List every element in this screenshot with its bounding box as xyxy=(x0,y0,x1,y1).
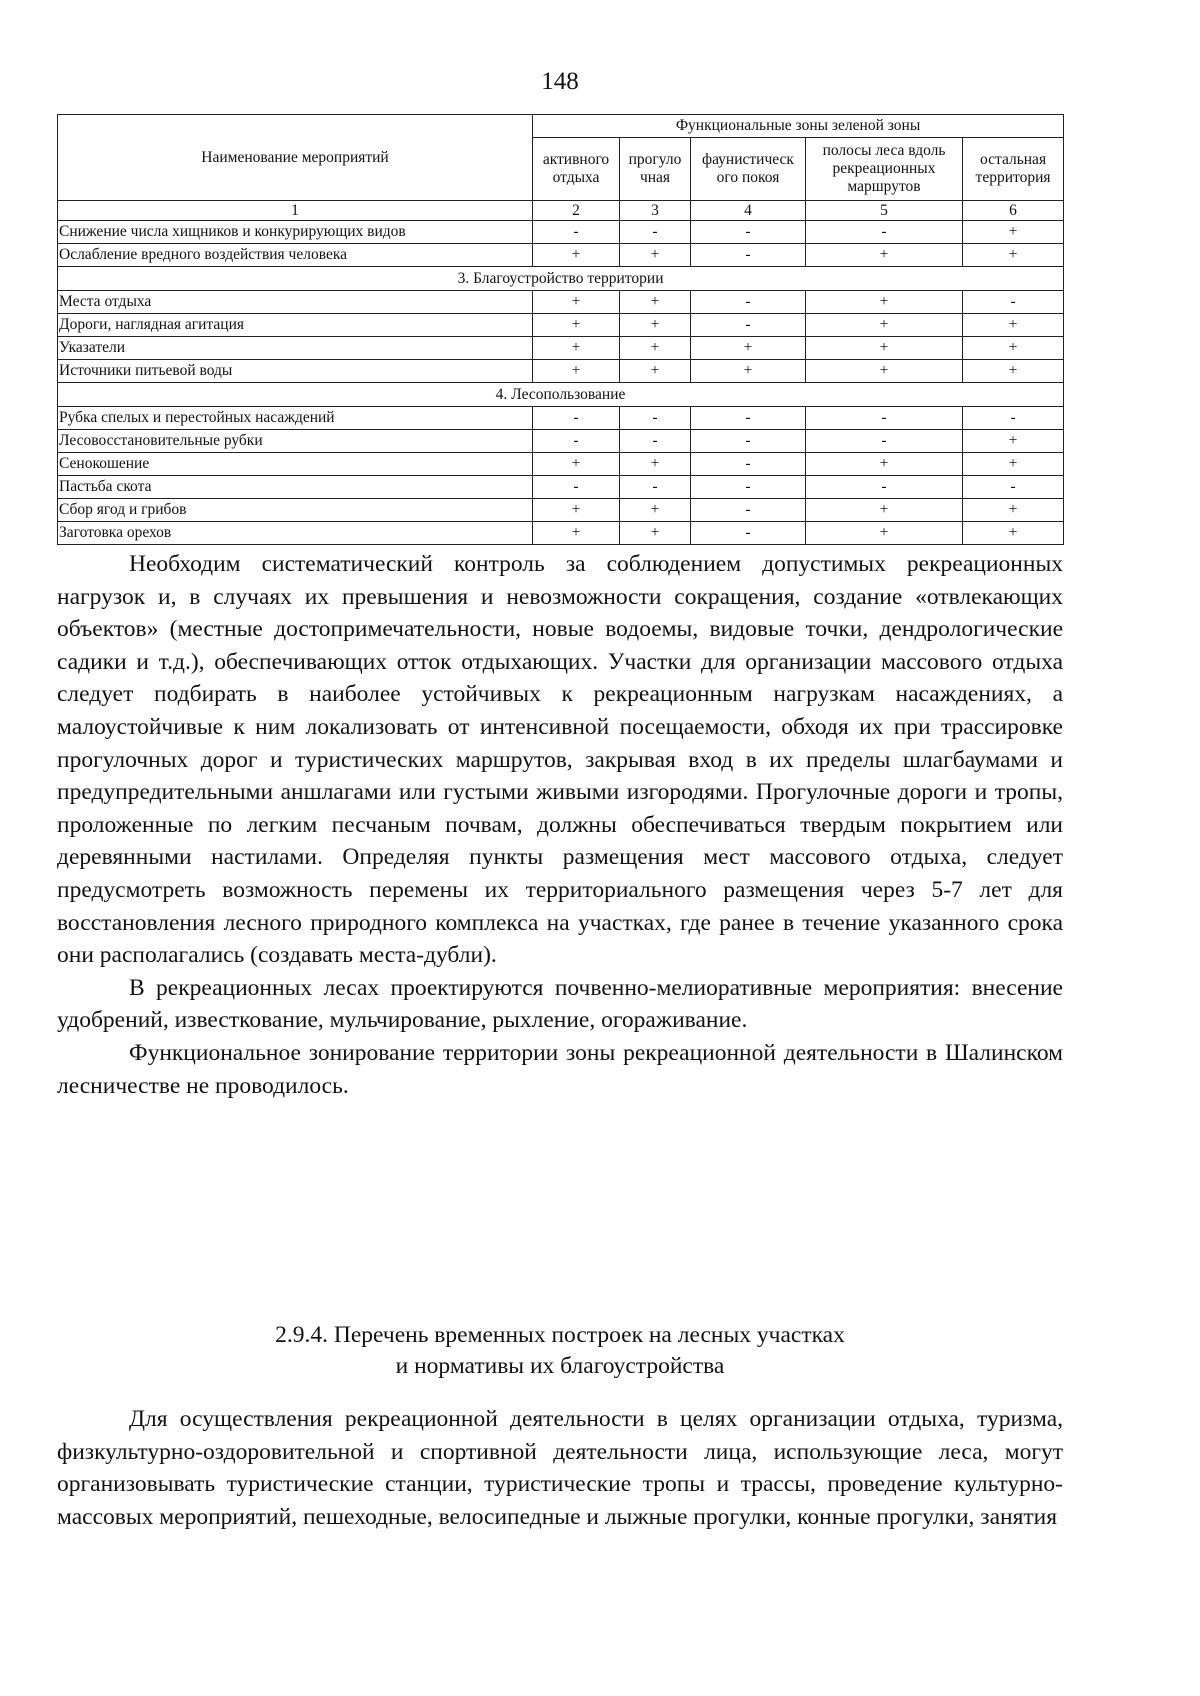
table-header-row xyxy=(58,115,1064,138)
zone-mark-cell: - xyxy=(691,499,806,522)
zone-mark-cell: + xyxy=(806,244,963,267)
zone-mark-cell: - xyxy=(806,221,963,244)
zone-header: активного отдыха xyxy=(533,138,620,201)
zone-mark-cell: + xyxy=(620,337,691,360)
zone-mark-cell: + xyxy=(806,522,963,545)
section-title: 4. Лесопользование xyxy=(58,383,1064,407)
paragraph: Необходим систематический контроль за соблюдением допустимых рекреационных нагрузок и, в случаях их превышения и невозможности сокращения, создание «отвлекающих объектов» (местные достопримечательности, новые водоемы, видовые точки, дендрологические садики и т.д.), обеспечивающих отток отдыхающих. Участки для организации массового отдыха следует подбирать в наиболее устойчивых к рекреационным нагрузкам насаждениях, а малоустойчивые к ним локализовать от интенсивной посещаемости, обходя их при трассировке прогулочных дорог и туристических маршрутов, закрывая вход в их пределы шлагбаумами и предупредительными аншлагами или густыми живыми изгородями. Прогулочные дороги и тропы, проложенные по легким песчаным почвам, должны обеспечиваться твердым покрытием или деревянными настилами. Определяя пункты размещения мест массового отдыха, следует предусмотреть возможность перемены их территориального размещения через 5-7 лет для восстановления лесного природного комплекса на участках, где ранее в течение указанного срока они располагались (создавать места-дубли). xyxy=(57,551,1063,969)
zone-mark-cell: + xyxy=(533,291,620,314)
table-row xyxy=(58,244,1064,267)
body-text xyxy=(57,548,1063,1102)
column-number: 3 xyxy=(620,201,691,221)
zone-mark-cell: - xyxy=(691,244,806,267)
zone-mark-cell: + xyxy=(963,499,1064,522)
zone-header: полосы леса вдоль рекреационных маршрутов xyxy=(806,138,963,201)
functional-zones-table xyxy=(57,114,1064,545)
table-row xyxy=(58,337,1064,360)
paragraph: В рекреационных лесах проектируются почвенно-мелиоративные мероприятия: внесение удобрений, известкование, мульчирование, рыхление, огораживание. xyxy=(57,974,1063,1034)
section-heading xyxy=(57,1320,1063,1382)
zone-mark-cell: + xyxy=(620,453,691,476)
zone-mark-cell: + xyxy=(533,360,620,383)
zone-mark-cell: - xyxy=(806,476,963,499)
zone-mark-cell: - xyxy=(963,407,1064,430)
measure-name-cell: Сбор ягод и грибов xyxy=(58,499,533,522)
zone-mark-cell: - xyxy=(806,407,963,430)
table-row xyxy=(58,314,1064,337)
rows-group-b xyxy=(58,291,1064,383)
table-row xyxy=(58,476,1064,499)
rows-group-a xyxy=(58,221,1064,267)
zone-mark-cell: + xyxy=(963,453,1064,476)
section-row xyxy=(58,383,1064,407)
measure-name-cell: Снижение числа хищников и конкурирующих видов xyxy=(58,221,533,244)
zone-mark-cell: + xyxy=(691,360,806,383)
section-row xyxy=(58,267,1064,291)
zone-mark-cell: + xyxy=(620,499,691,522)
zone-mark-cell: - xyxy=(620,476,691,499)
column-number: 6 xyxy=(963,201,1064,221)
paragraph: Функциональное зонирование территории зоны рекреационной деятельности в Шалинском лесничестве не проводилось. xyxy=(57,1039,1063,1099)
section-title: 3. Благоустройство территории xyxy=(58,267,1064,291)
zone-mark-cell: - xyxy=(691,430,806,453)
zone-mark-cell: + xyxy=(963,430,1064,453)
zone-mark-cell: - xyxy=(620,430,691,453)
column-number: 4 xyxy=(691,201,806,221)
zone-mark-cell: - xyxy=(533,430,620,453)
zone-header: прогуло чная xyxy=(620,138,691,201)
zone-mark-cell: - xyxy=(620,407,691,430)
zone-mark-cell: - xyxy=(533,221,620,244)
group-header: Функциональные зоны зеленой зоны xyxy=(533,115,1064,138)
zone-mark-cell: + xyxy=(620,314,691,337)
zone-mark-cell: + xyxy=(533,453,620,476)
measure-name-cell: Места отдыха xyxy=(58,291,533,314)
heading-line: 2.9.4. Перечень временных построек на лесных участках xyxy=(275,1322,845,1348)
rows-group-c xyxy=(58,407,1064,545)
measure-name-cell: Рубка спелых и перестойных насаждений xyxy=(58,407,533,430)
zone-mark-cell: - xyxy=(691,453,806,476)
measure-name-cell: Дороги, наглядная агитация xyxy=(58,314,533,337)
zone-header: остальная территория xyxy=(963,138,1064,201)
measure-name-cell: Пастьба скота xyxy=(58,476,533,499)
zone-mark-cell: + xyxy=(963,522,1064,545)
zone-mark-cell: + xyxy=(963,337,1064,360)
measure-name-cell: Лесовосстановительные рубки xyxy=(58,430,533,453)
zone-mark-cell: - xyxy=(620,221,691,244)
measure-name-cell: Заготовка орехов xyxy=(58,522,533,545)
heading-line: и нормативы их благоустройства xyxy=(395,1353,725,1379)
zone-mark-cell: - xyxy=(691,522,806,545)
zone-mark-cell: + xyxy=(806,314,963,337)
table-row xyxy=(58,360,1064,383)
zone-mark-cell: + xyxy=(533,244,620,267)
zone-mark-cell: + xyxy=(691,337,806,360)
zone-mark-cell: - xyxy=(533,407,620,430)
column-number: 2 xyxy=(533,201,620,221)
zone-mark-cell: - xyxy=(533,476,620,499)
body-text-continued xyxy=(57,1403,1063,1533)
zone-mark-cell: - xyxy=(691,407,806,430)
zone-mark-cell: + xyxy=(963,314,1064,337)
measure-name-cell: Указатели xyxy=(58,337,533,360)
zone-mark-cell: + xyxy=(620,522,691,545)
column-numbers-row xyxy=(58,201,1064,221)
zone-header: фаунистическ ого покоя xyxy=(691,138,806,201)
col-header-name: Наименование мероприятий xyxy=(58,115,533,201)
zone-mark-cell: + xyxy=(806,337,963,360)
page-number: 148 xyxy=(541,68,579,95)
measure-name-cell: Ослабление вредного воздействия человека xyxy=(58,244,533,267)
measure-name-cell: Сенокошение xyxy=(58,453,533,476)
table-row xyxy=(58,430,1064,453)
zone-mark-cell: - xyxy=(691,314,806,337)
zone-mark-cell: + xyxy=(963,244,1064,267)
zone-mark-cell: + xyxy=(620,291,691,314)
column-number: 1 xyxy=(58,201,533,221)
zone-mark-cell: - xyxy=(806,430,963,453)
table-row xyxy=(58,499,1064,522)
zone-mark-cell: - xyxy=(963,291,1064,314)
zone-mark-cell: + xyxy=(806,360,963,383)
zone-mark-cell: + xyxy=(533,337,620,360)
paragraph: Для осуществления рекреационной деятельности в целях организации отдыха, туризма, физкультурно-оздоровительной и спортивной деятельности лица, использующие леса, могут организовывать туристические станции, туристические тропы и трассы, проведение культурно-массовых мероприятий, пешеходные, велосипедные и лыжные прогулки, конные прогулки, занятия xyxy=(57,1406,1063,1530)
zone-mark-cell: - xyxy=(691,221,806,244)
zone-mark-cell: + xyxy=(620,360,691,383)
zone-mark-cell: + xyxy=(806,499,963,522)
zone-mark-cell: - xyxy=(963,476,1064,499)
zone-mark-cell: + xyxy=(963,360,1064,383)
measure-name-cell: Источники питьевой воды xyxy=(58,360,533,383)
table-row xyxy=(58,407,1064,430)
zone-mark-cell: + xyxy=(533,314,620,337)
zone-mark-cell: + xyxy=(533,522,620,545)
zone-mark-cell: - xyxy=(691,291,806,314)
column-number: 5 xyxy=(806,201,963,221)
zone-mark-cell: + xyxy=(963,221,1064,244)
zone-mark-cell: + xyxy=(533,499,620,522)
table-row xyxy=(58,453,1064,476)
table-row xyxy=(58,522,1064,545)
table-row xyxy=(58,291,1064,314)
table-row xyxy=(58,221,1064,244)
zone-mark-cell: + xyxy=(806,453,963,476)
zone-mark-cell: + xyxy=(620,244,691,267)
zone-mark-cell: - xyxy=(691,476,806,499)
zone-mark-cell: + xyxy=(806,291,963,314)
